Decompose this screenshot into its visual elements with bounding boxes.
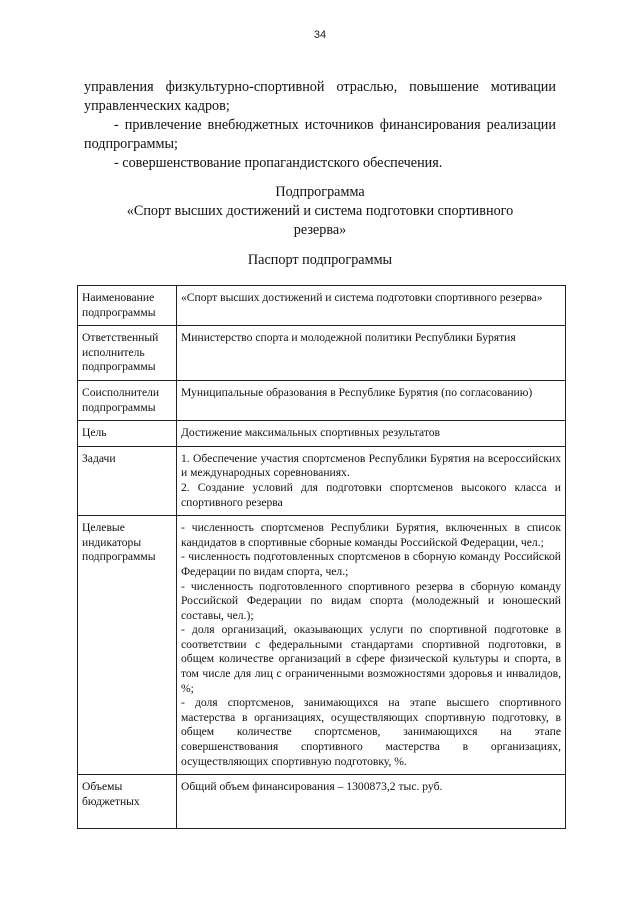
task-item: 1. Обеспечение участия спортсменов Республики Бурятия на всероссийских и международных соревнованиях.	[181, 451, 561, 480]
table-row	[78, 421, 566, 447]
row-value-executor: Министерство спорта и молодежной политики Республики Бурятия	[177, 326, 566, 381]
subprogram-heading-line1: Подпрограмма	[275, 184, 365, 200]
row-value-coexecutors: Муниципальные образования в Республике Бурятия (по согласованию)	[177, 380, 566, 420]
page-number: 34	[313, 29, 327, 41]
intro-paragraph: управления физкультурно-спортивной отраслью, повышение мотивации управленческих кадров;	[84, 79, 556, 114]
table-row	[78, 516, 566, 775]
row-value-name: «Спорт высших достижений и система подготовки спортивного резерва»	[177, 286, 566, 326]
indicator-item: - доля организаций, оказывающих услуги по спортивной подготовке в соответствии с федеральными стандартами спортивной подготовки, в общем количестве организаций в сфере физической культуры и спорта, в том числе для лиц с ограниченными возможностями здоровья и инвалидов, %;	[181, 623, 561, 695]
subprogram-heading-title: «Спорт высших достижений и система подготовки спортивного резерва»	[126, 203, 514, 238]
indicator-item: - численность подготовленных спортсменов в сборную команду Российской Федерации по видам спорта, чел.;	[181, 550, 561, 578]
row-label-funding: Объемы бюджетных	[78, 775, 177, 829]
row-label-coexecutors: Соисполнители подпрограммы	[78, 380, 177, 420]
row-label-name: Наименование подпрограммы	[78, 286, 177, 326]
row-value-goal: Достижение максимальных спортивных результатов	[177, 421, 566, 447]
row-label-goal: Цель	[78, 421, 177, 447]
table-row	[78, 286, 566, 326]
indicator-item: - численность спортсменов Республики Бурятия, включенных в список кандидатов в спортивные сборные команды Российской Федерации, чел.;	[181, 521, 561, 549]
intro-paragraph: - совершенствование пропагандистского обеспечения.	[114, 155, 443, 171]
intro-text	[84, 78, 556, 173]
passport-heading: Паспорт подпрограммы	[247, 252, 393, 268]
table-row	[78, 775, 566, 829]
indicator-item: - численность подготовленного спортивного резерва в сборную команду Российской Федерации по видам спорта (молодежный и юношеский составы, чел.);	[181, 579, 561, 622]
passport-table	[77, 285, 566, 829]
row-label-indicators: Целевые индикаторы подпрограммы	[78, 516, 177, 775]
table-row	[78, 326, 566, 381]
row-value-funding: Общий объем финансирования – 1300873,2 тыс. руб.	[177, 775, 566, 829]
row-value-indicators	[177, 516, 566, 775]
indicator-item: - доля спортсменов, занимающихся на этапе высшего спортивного мастерства в организациях, осуществляющих спортивную подготовку, в общем количестве спортсменов, занимающихся на этапе совершенствования спортивного мастерства в организациях, осуществляющих спортивную подготовку, %.	[181, 696, 561, 768]
row-label-executor: Ответственный исполнитель подпрограммы	[78, 326, 177, 381]
subprogram-heading	[84, 183, 556, 240]
row-value-tasks	[177, 446, 566, 515]
table-row	[78, 446, 566, 515]
intro-paragraph: - привлечение внебюджетных источников финансирования реализации подпрограммы;	[84, 117, 556, 152]
row-label-tasks: Задачи	[78, 446, 177, 515]
table-row	[78, 380, 566, 420]
task-item: 2. Создание условий для подготовки спортсменов высокого класса и спортивного резерва	[181, 480, 561, 509]
